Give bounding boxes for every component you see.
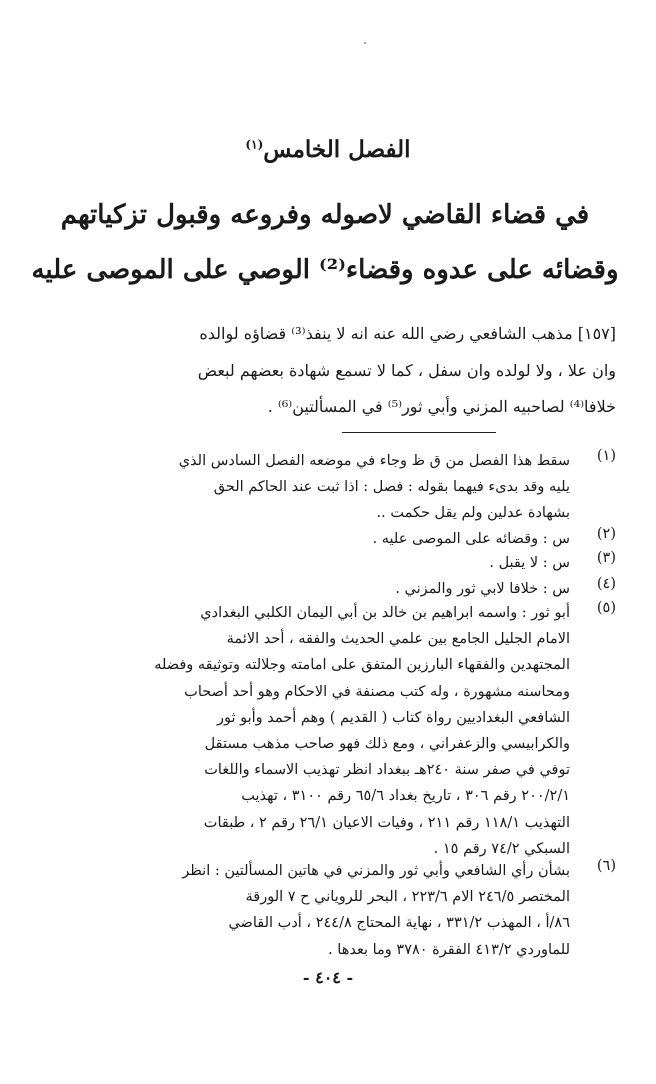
footnote-text bbox=[32, 858, 570, 963]
section-subtitle-line-2: وقضائه على عدوه وقضاء⁽²⁾ الوصي على الموصى عليه bbox=[31, 255, 619, 285]
footnote-line: يليه وقد بدىء فيهما بقوله : فصل : اذا ثبت عند الحاكم الحق bbox=[213, 479, 570, 496]
scan-speck bbox=[364, 42, 366, 44]
footnote-line: ٨٦/أ ، المهذب ٣٣١/٢ ، نهاية المحتاج ٢٤٤/٨ ، أدب القاضي bbox=[228, 915, 570, 932]
footnote-number: (٤) bbox=[596, 576, 616, 592]
body-paragraph-line: خلافا⁽⁴⁾ لصاحبيه المزني وأبي ثور⁽⁵⁾ في المسألتين⁽⁶⁾ . bbox=[267, 397, 616, 416]
footnote-line: السبكي ٧٤/٢ رقم ١٥ . bbox=[433, 840, 570, 857]
footnote-number: (٥) bbox=[596, 600, 616, 616]
footnote-line: المختصر ٢٤٦/٥ الام ٢٢٣/٦ ، البحر للروياني ح ٧ الورقة bbox=[245, 889, 570, 906]
footnote-text bbox=[32, 448, 570, 527]
footnote-line: س : خلافا لابي ثور والمزني . bbox=[395, 581, 570, 597]
footnote-line: سقط هذا الفصل من ق ظ وجاء في موضعه الفصل السادس الذي bbox=[178, 453, 570, 469]
footnote-line: التهذيب ١١٨/١ رقم ٢١١ ، وفيات الاعيان ٢٦/١ رقم ٢ ، طبقات bbox=[203, 814, 570, 831]
footnote-line: بشأن رأي الشافعي وأبي ثور والمزني في هاتين المسألتين : انظر bbox=[182, 863, 570, 879]
footnote-line: أبو ثور : واسمه ابراهيم بن خالد بن أبي اليمان الكلبي البغدادي bbox=[200, 605, 570, 621]
footnote-line: س : وقضائه على الموصى عليه . bbox=[372, 531, 570, 547]
footnote-number: (٣) bbox=[596, 550, 616, 566]
chapter-title-footnote-ref: (١) bbox=[245, 137, 264, 152]
chapter-title-text: الفصل الخامس bbox=[263, 136, 411, 163]
footnote-text bbox=[32, 600, 570, 862]
footnote-line: توفي في صفر سنة ٢٤٠هـ ببغداد انظر تهذيب الاسماء واللغات bbox=[204, 762, 570, 779]
footnote-text bbox=[32, 550, 570, 576]
body-paragraph-line: وان علا ، ولا لولده وان سفل ، كما لا تسمع شهادة بعضهم لبعض bbox=[197, 361, 616, 380]
footnote-text bbox=[32, 526, 570, 552]
page-number: - ٤٠٤ - bbox=[302, 968, 354, 987]
footnote-line: الامام الجليل الجامع بين علمي الحديث والفقه ، أحد الائمة bbox=[226, 631, 570, 648]
footnote-number: (٢) bbox=[596, 526, 616, 542]
footnote-line: ٢٠٠/٢/١ رقم ٣٠٦ ، تاريخ بغداد ٦٥/٦ رقم ٣١٠٠ ، تهذيب bbox=[241, 788, 570, 805]
footnote-line: الشافعي البغداديين رواة كتاب ( القديم ) وهم أحمد وأبو ثور bbox=[216, 709, 570, 726]
footnote-number: (٦) bbox=[596, 858, 616, 874]
footnote-line: للماوردي ٤١٣/٢ الفقرة ٣٧٨٠ وما بعدها . bbox=[328, 941, 570, 958]
footnote-number: (١) bbox=[596, 448, 616, 464]
footnote-divider bbox=[342, 432, 496, 433]
footnote-line: س : لا يقبل . bbox=[489, 555, 570, 571]
body-paragraph-line: [١٥٧] مذهب الشافعي رضي الله عنه انه لا ينفذ⁽³⁾ قضاؤه لوالده bbox=[199, 324, 616, 343]
section-subtitle-line-1: في قضاء القاضي لاصوله وفروعه وقبول تزكياتهم bbox=[60, 200, 590, 230]
footnote-line: بشهادة عدلين ولم يقل حكمت .. bbox=[376, 505, 570, 522]
footnote-line: والكرابيسي والزعفراني ، ومع ذلك فهو صاحب مذهب مستقل bbox=[204, 736, 570, 753]
chapter-title bbox=[0, 136, 656, 163]
footnote-text bbox=[32, 576, 570, 602]
footnote-line: ومحاسنه مشهورة ، وله كتب مصنفة في الاحكام وهو أحد أصحاب bbox=[184, 683, 570, 700]
footnote-line: المجتهدين والفقهاء البارزين المتفق على امامته وجلالته وتوثيقه وفضله bbox=[154, 657, 570, 674]
